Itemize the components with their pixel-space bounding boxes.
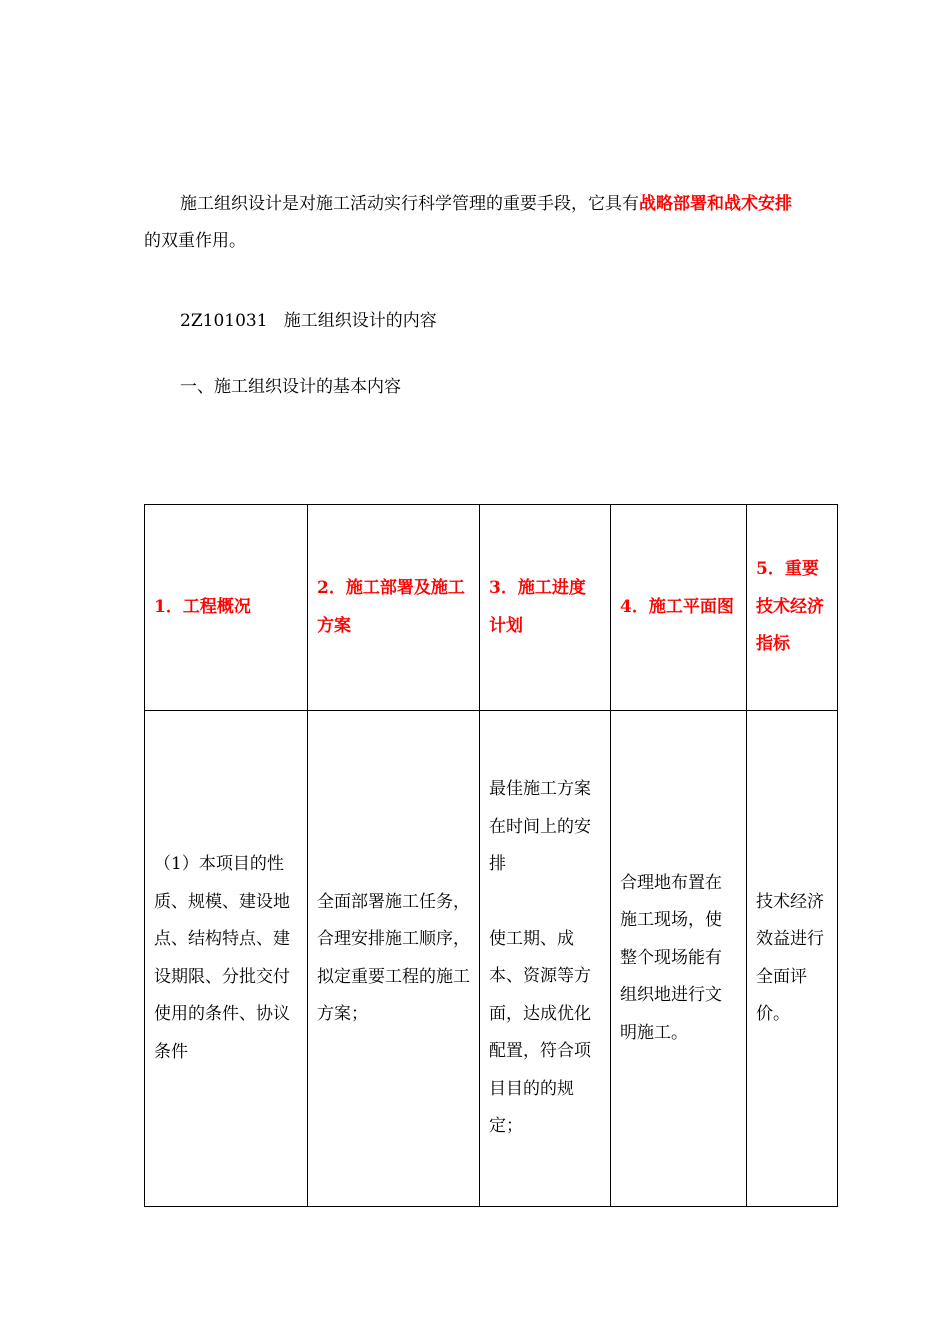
body-cell-overview: [145, 711, 308, 1207]
header-label: 4．施工平面图: [620, 596, 734, 617]
body-cell-deployment: [308, 711, 480, 1207]
header-cell-schedule: [480, 505, 611, 711]
cell-text: 全面部署施工任务，合理安排施工顺序，拟定重要工程的施工方案；: [317, 891, 470, 1024]
header-cell-indicators: [747, 505, 838, 711]
table-body-row: [145, 711, 838, 1207]
cell-text: 合理地布置在施工现场，使整个现场能有组织地进行文明施工。: [620, 872, 722, 1043]
intro-text-after: 的双重作用。: [144, 231, 246, 251]
intro-highlight: 战略部署和战术安排: [639, 194, 792, 214]
content-table: [144, 504, 838, 1207]
header-label: 3．施工进度计划: [489, 578, 586, 636]
header-label: 2．施工部署及施工方案: [317, 578, 465, 636]
section-sub-heading: 一、施工组织设计的基本内容: [180, 377, 401, 397]
cell-text: （1）本项目的性质、规模、建设地点、结构特点、建设期限、分批交付使用的条件、协议条件: [154, 854, 290, 1062]
header-label: 5．重要技术经济指标: [756, 559, 824, 655]
body-cell-site-plan: [611, 711, 747, 1207]
body-cell-schedule: [480, 711, 611, 1207]
section-code-heading: 2Z101031 施工组织设计的内容: [180, 311, 437, 331]
intro-text-before: 施工组织设计是对施工活动实行科学管理的重要手段，它具有: [180, 194, 639, 214]
header-label: 1．工程概况: [154, 596, 251, 617]
cell-text: 技术经济效益进行全面评价。: [756, 891, 824, 1024]
header-cell-deployment: [308, 505, 480, 711]
cell-text-part2: 使工期、成本、资源等方面，达成优化配置，符合项目目的的规定；: [489, 928, 591, 1137]
cell-text-part1: 最佳施工方案在时间上的安排: [489, 779, 591, 875]
header-cell-overview: [145, 505, 308, 711]
body-cell-indicators: [747, 711, 838, 1207]
header-cell-site-plan: [611, 505, 747, 711]
cell-spacer: [489, 884, 601, 921]
table-header-row: [145, 505, 838, 711]
intro-paragraph: [144, 186, 804, 260]
